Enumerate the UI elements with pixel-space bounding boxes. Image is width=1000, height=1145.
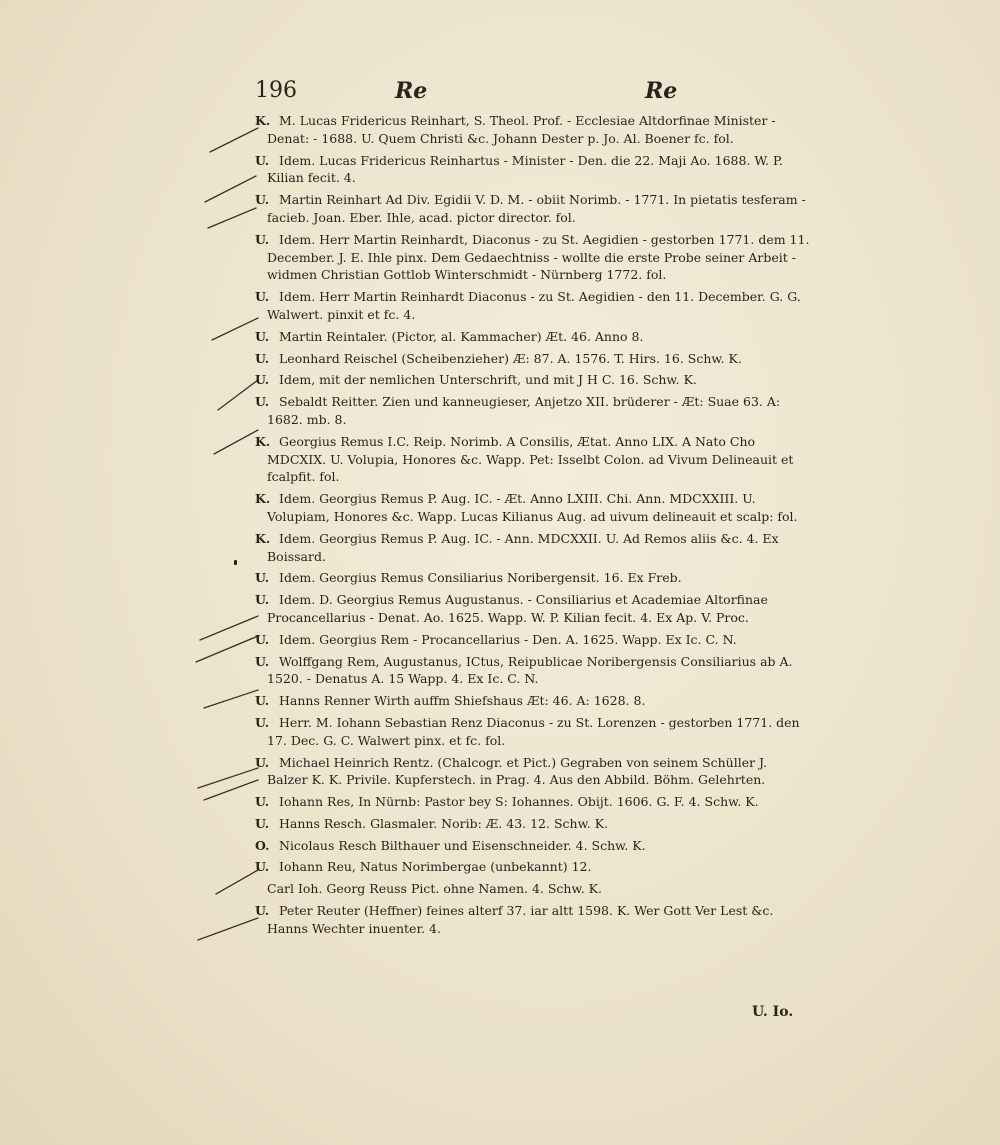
pen-mark bbox=[204, 780, 258, 800]
catchword: U. Io. bbox=[752, 1004, 794, 1020]
entry-mark: U. bbox=[255, 350, 270, 366]
catalog-entry bbox=[255, 692, 810, 710]
pen-mark bbox=[218, 380, 258, 410]
catalog-entry bbox=[255, 815, 810, 833]
entry-text: Idem. Georgius Rem - Procancellarius - Den. A. 1625. Wapp. Ex Ic. C. N. bbox=[279, 631, 737, 647]
entry-mark: U. bbox=[255, 653, 270, 669]
catalog-entry bbox=[255, 433, 810, 486]
entry-text: Georgius Remus I.C. Reip. Norimb. A Consilis, Ætat. Anno LIX. A Nato Cho MDCXIX. U. Volupia, Honores &c. Wapp. Pet: Isselbt Colon. ad Vivum Delineauit et fcalpfit. fol. bbox=[267, 433, 794, 485]
entry-list bbox=[255, 112, 810, 942]
entry-text: Idem. Georgius Remus Consiliarius Noribergensit. 16. Ex Freb. bbox=[279, 570, 682, 586]
catalog-entry bbox=[255, 112, 810, 148]
page-header bbox=[255, 78, 735, 108]
ink-dot bbox=[234, 560, 237, 565]
catalog-entry bbox=[255, 490, 810, 526]
catalog-entry bbox=[255, 837, 810, 855]
catalog-entry bbox=[255, 350, 810, 368]
running-head-right: Re bbox=[645, 78, 678, 104]
catalog-entry bbox=[255, 191, 810, 227]
entry-text: Hanns Renner Wirth auffm Shiefshaus Æt: 46. A: 1628. 8. bbox=[279, 693, 646, 709]
entry-text: Peter Reuter (Heffner) feines alterf 37. iar altt 1598. K. Wer Gott Ver Lest &c. Hanns Wechter inuenter. 4. bbox=[267, 903, 774, 936]
entry-text: M. Lucas Fridericus Reinhart, S. Theol. Prof. - Ecclesiae Altdorfinae Minister - Denat: - 1688. U. Quem Christi &c. Johann Dester p. Jo. Al. Boener fc. fol. bbox=[267, 113, 776, 146]
pen-mark bbox=[210, 128, 258, 152]
entry-mark: U. bbox=[255, 152, 270, 168]
catalog-entry bbox=[255, 653, 810, 689]
entry-text: Hanns Resch. Glasmaler. Norib: Æ. 43. 12. Schw. K. bbox=[279, 815, 609, 831]
entry-mark: U. bbox=[255, 394, 270, 410]
entry-text: Idem. Herr Martin Reinhardt Diaconus - zu St. Aegidien - den 11. December. G. G. Walwert. pinxit et fc. 4. bbox=[267, 289, 801, 322]
entry-text: Martin Reintaler. (Pictor, al. Kammacher) Æt. 46. Anno 8. bbox=[279, 328, 644, 344]
entry-text: Idem, mit der nemlichen Unterschrift, und mit J H C. 16. Schw. K. bbox=[279, 372, 697, 388]
entry-text: Martin Reinhart Ad Div. Egidii V. D. M. - obiit Norimb. - 1771. In pietatis tesferam - facieb. Joan. Eber. Ihle, acad. pictor director. fol. bbox=[267, 192, 806, 225]
entry-mark: U. bbox=[255, 231, 270, 247]
page-number: 196 bbox=[255, 78, 297, 103]
running-head-left: Re bbox=[395, 78, 428, 104]
pen-mark bbox=[208, 208, 256, 228]
pen-mark bbox=[198, 768, 258, 788]
catalog-entry bbox=[255, 152, 810, 188]
entry-mark: U. bbox=[255, 192, 270, 208]
pen-mark bbox=[214, 430, 258, 454]
entry-text: Carl Ioh. Georg Reuss Pict. ohne Namen. 4. Schw. K. bbox=[267, 881, 602, 897]
pen-mark bbox=[200, 616, 258, 640]
entry-mark: U. bbox=[255, 289, 270, 305]
entry-mark: U. bbox=[255, 794, 270, 810]
entry-text: Nicolaus Resch Bilthauer und Eisenschneider. 4. Schw. K. bbox=[279, 837, 646, 853]
catalog-entry bbox=[255, 393, 810, 429]
entry-text: Herr. M. Iohann Sebastian Renz Diaconus - zu St. Lorenzen - gestorben 1771. den 17. Dec. G. C. Walwert pinx. et fc. fol. bbox=[267, 714, 800, 748]
entry-mark: U. bbox=[255, 570, 270, 586]
catalog-entry bbox=[255, 754, 810, 790]
entry-text: Wolffgang Rem, Augustanus, ICtus, Reipublicae Noribergensis Consiliarius ab A. 1520. - Denatus A. 15 Wapp. 4. Ex Ic. C. N. bbox=[267, 653, 793, 687]
entry-mark: K. bbox=[255, 433, 271, 449]
catalog-entry bbox=[255, 288, 810, 324]
entry-mark: U. bbox=[255, 592, 270, 608]
catalog-entry bbox=[255, 858, 810, 876]
entry-mark: U. bbox=[255, 815, 270, 831]
entry-mark: K. bbox=[255, 113, 271, 128]
entry-text: Idem. Lucas Fridericus Reinhartus - Minister - Den. die 22. Maji Ao. 1688. W. P. Kilian fecit. 4. bbox=[267, 152, 783, 186]
entry-mark: U. bbox=[255, 714, 270, 730]
entry-mark: U. bbox=[255, 903, 270, 919]
entry-mark: U. bbox=[255, 372, 270, 388]
entry-mark: U. bbox=[255, 859, 270, 875]
entry-text: Idem. Georgius Remus P. Aug. IC. - Æt. Anno LXIII. Chi. Ann. MDCXXIII. U. Volupiam, Honores &c. Wapp. Lucas Kilianus Aug. ad uivum delineauit et scalp: fol. bbox=[267, 491, 798, 524]
entry-text: Idem. Herr Martin Reinhardt, Diaconus - zu St. Aegidien - gestorben 1771. dem 11. December. J. E. Ihle pinx. Dem Gedaechtniss - wollte die erste Probe seiner Arbeit - widmen Christian Gottlob Winterschmidt - Nürnberg 1772. fol. bbox=[267, 231, 810, 283]
entry-mark: O. bbox=[255, 837, 270, 853]
pen-mark bbox=[212, 318, 258, 340]
pen-mark bbox=[204, 690, 258, 708]
entry-text: Idem. D. Georgius Remus Augustanus. - Consiliarius et Academiae Altorfinae Procancellarius - Denat. Ao. 1625. Wapp. W. P. Kilian fecit. 4. Ex Ap. V. Proc. bbox=[267, 592, 768, 625]
entry-text: Idem. Georgius Remus P. Aug. IC. - Ann. MDCXXII. U. Ad Remos aliis &c. 4. Ex Boissard. bbox=[267, 530, 779, 564]
entry-text: Iohann Reu, Natus Norimbergae (unbekannt) 12. bbox=[279, 859, 592, 875]
entry-mark: U. bbox=[255, 754, 270, 770]
catalog-entry bbox=[255, 328, 810, 346]
catalog-entry bbox=[255, 793, 810, 811]
catalog-entry bbox=[267, 880, 810, 898]
catalog-entry bbox=[255, 631, 810, 649]
entry-mark: K. bbox=[255, 530, 271, 546]
catalog-entry bbox=[255, 530, 810, 566]
catalog-entry bbox=[255, 591, 810, 627]
pen-mark bbox=[196, 636, 258, 662]
pen-mark bbox=[216, 870, 258, 894]
catalog-entry bbox=[255, 371, 810, 389]
entry-mark: U. bbox=[255, 693, 270, 709]
entry-text: Sebaldt Reitter. Zien und kanneugieser, Anjetzo XII. brüderer - Æt: Suae 63. A: 1682. mb. 8. bbox=[267, 394, 781, 427]
entry-mark: U. bbox=[255, 631, 270, 647]
entry-text: Michael Heinrich Rentz. (Chalcogr. et Pict.) Gegraben von seinem Schüller J. Balzer K. K. Privile. Kupferstech. in Prag. 4. Aus den Abbild. Böhm. Gelehrten. bbox=[267, 754, 768, 788]
entry-text: Iohann Res, In Nürnb: Pastor bey S: Iohannes. Obijt. 1606. G. F. 4. Schw. K. bbox=[279, 794, 759, 810]
entry-text: Leonhard Reischel (Scheibenzieher) Æ: 87. A. 1576. T. Hirs. 16. Schw. K. bbox=[279, 350, 742, 366]
catalog-entry bbox=[255, 714, 810, 750]
entry-mark: K. bbox=[255, 491, 271, 507]
catalog-entry bbox=[255, 569, 810, 587]
catalog-entry bbox=[255, 231, 810, 284]
entry-mark: U. bbox=[255, 328, 270, 344]
pen-mark bbox=[198, 918, 258, 940]
pen-mark bbox=[205, 176, 256, 202]
catalog-entry bbox=[255, 902, 810, 938]
